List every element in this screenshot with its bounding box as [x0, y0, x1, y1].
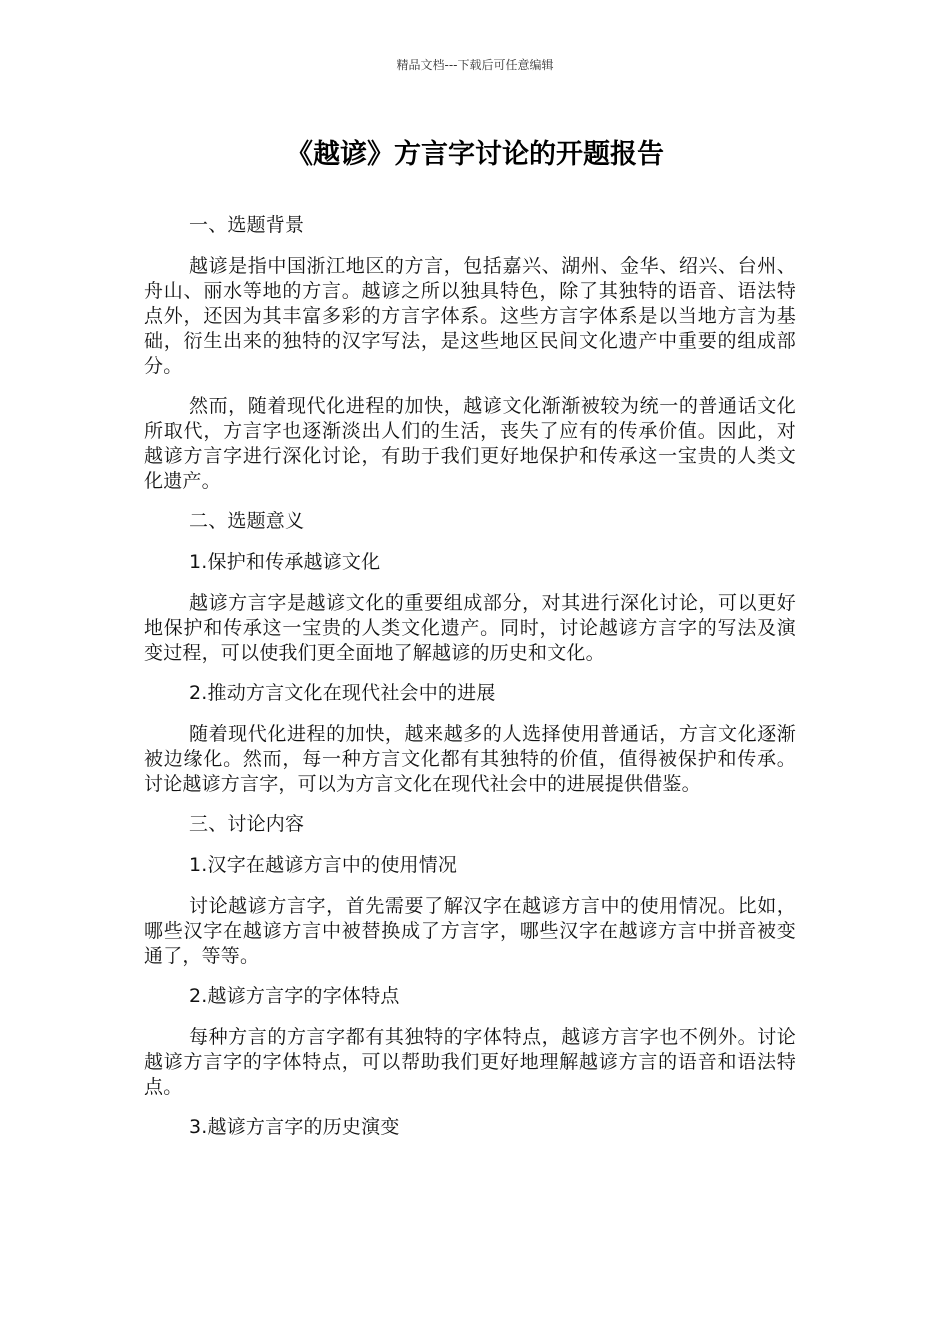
- subheading-font-features: 2.越谚方言字的字体特点: [189, 985, 400, 1007]
- subheading-protect-inherit: 1.保护和传承越谚文化: [189, 551, 381, 573]
- document-title: 《越谚》方言字讨论的开题报告: [286, 139, 664, 170]
- document-body: [144, 213, 796, 1156]
- paragraph-background-1: 越谚是指中国浙江地区的方言，包括嘉兴、湖州、金华、绍兴、台州、舟山、丽水等地的方言。越谚之所以独具特色，除了其独特的语音、语法特点外，还因为其丰富多彩的方言字体系。这些方言字体系是以当地方言为基础，衍生出来的独特的汉字写法，是这些地区民间文化遗产中重要的组成部分。: [144, 255, 796, 377]
- paragraph-background-2: 然而，随着现代化进程的加快，越谚文化渐渐被较为统一的普通话文化所取代，方言字也逐渐淡出人们的生活，丧失了应有的传承价值。因此，对越谚方言字进行深化讨论，有助于我们更好地保护和传承这一宝贵的人类文化遗产。: [144, 395, 796, 492]
- section-heading-content: 三、讨论内容: [189, 813, 305, 835]
- subheading-historical-evolution: 3.越谚方言字的历史演变: [189, 1116, 400, 1138]
- paragraph-protect-inherit: 越谚方言字是越谚文化的重要组成部分，对其进行深化讨论，可以更好地保护和传承这一宝贵的人类文化遗产。同时，讨论越谚方言字的写法及演变过程，可以使我们更全面地了解越谚的历史和文化。: [144, 592, 796, 664]
- subheading-character-usage: 1.汉字在越谚方言中的使用情况: [189, 854, 458, 876]
- section-heading-background: 一、选题背景: [189, 214, 305, 236]
- paragraph-font-features: 每种方言的方言字都有其独特的字体特点，越谚方言字也不例外。讨论越谚方言字的字体特点，可以帮助我们更好地理解越谚方言的语音和语法特点。: [144, 1026, 796, 1098]
- section-heading-significance: 二、选题意义: [189, 510, 305, 532]
- paragraph-promote-dialect-culture: 随着现代化进程的加快，越来越多的人选择使用普通话，方言文化逐渐被边缘化。然而，每一种方言文化都有其独特的价值，值得被保护和传承。讨论越谚方言字，可以为方言文化在现代社会中的进展提供借鉴。: [144, 723, 796, 795]
- paragraph-character-usage: 讨论越谚方言字，首先需要了解汉字在越谚方言中的使用情况。比如，哪些汉字在越谚方言中被替换成了方言字，哪些汉字在越谚方言中拼音被变通了，等等。: [144, 895, 796, 967]
- header-note: 精品文档---下载后可任意编辑: [396, 58, 554, 72]
- subheading-promote-dialect-culture: 2.推动方言文化在现代社会中的进展: [189, 682, 496, 704]
